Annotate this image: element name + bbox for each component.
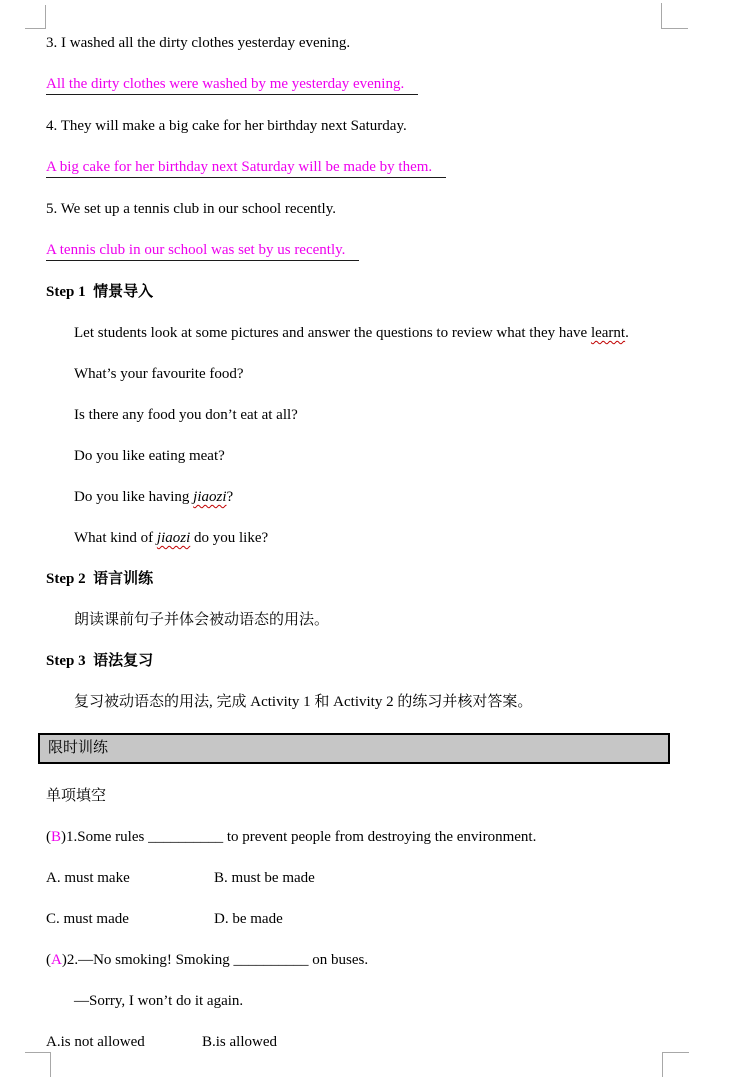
answer-sentence bbox=[46, 74, 733, 95]
sentence-run: Let students look at some pictures and answer the questions to review what they have bbox=[74, 325, 591, 341]
sentence: Is there any food you don’t eat at all? bbox=[74, 407, 298, 423]
sentence-run: do you like? bbox=[190, 530, 269, 546]
sentence-run: What kind of bbox=[74, 530, 157, 546]
spell-error-word: jiaozi bbox=[156, 530, 191, 546]
option-a: A. must make bbox=[46, 870, 130, 886]
answer-sentence bbox=[46, 157, 733, 178]
sentence: —Sorry, I won’t do it again. bbox=[74, 993, 244, 1009]
spell-error-word: learnt bbox=[590, 325, 626, 341]
options-row bbox=[46, 868, 733, 888]
option-a: A.is not allowed bbox=[46, 1034, 145, 1050]
paren-open: ( bbox=[46, 952, 51, 968]
sentence: What’s your favourite food? bbox=[74, 366, 244, 382]
sentence: 朗读课前句子并体会被动语态的用法。 bbox=[74, 612, 330, 628]
sentence: 单项填空 bbox=[46, 788, 107, 804]
paren-close: ) bbox=[61, 829, 67, 845]
answer-text: A tennis club in our school was set by us recently. bbox=[46, 240, 359, 261]
section-bar: 限时训练 bbox=[38, 733, 670, 764]
sentence bbox=[46, 487, 733, 507]
sentence: Do you like eating meat? bbox=[74, 448, 225, 464]
paren-close: ) bbox=[61, 952, 67, 968]
sentence: 5. We set up a tennis club in our school recently. bbox=[46, 201, 336, 217]
answer-sentence bbox=[46, 240, 733, 261]
spell-error-word: jiaozi bbox=[193, 489, 227, 505]
quiz-question bbox=[46, 950, 733, 970]
step-heading: Step 3 语法复习 bbox=[46, 653, 154, 669]
sentence-run: . bbox=[625, 325, 629, 341]
sentence: 复习被动语态的用法, 完成 Activity 1 和 Activity 2 的练习并核对答案。 bbox=[74, 694, 533, 710]
answer-letter: A bbox=[51, 952, 62, 968]
question-text: 1.Some rules __________ to prevent people from destroying the environment. bbox=[66, 829, 537, 845]
option-b: D. be made bbox=[214, 911, 283, 927]
options-row bbox=[46, 909, 733, 929]
sentence bbox=[46, 323, 733, 343]
answer-text: All the dirty clothes were washed by me yesterday evening. bbox=[46, 74, 418, 95]
options-row bbox=[46, 1032, 733, 1052]
step-heading: Step 1 情景导入 bbox=[46, 284, 154, 300]
sentence-run: ? bbox=[226, 489, 234, 505]
option-b: B.is allowed bbox=[202, 1034, 277, 1050]
option-a: C. must made bbox=[46, 911, 129, 927]
sentence-run: Do you like having bbox=[74, 489, 194, 505]
paren-open: ( bbox=[46, 829, 51, 845]
answer-text: A big cake for her birthday next Saturday will be made by them. bbox=[46, 157, 446, 178]
quiz-question bbox=[46, 827, 733, 847]
answer-letter: B bbox=[51, 829, 62, 845]
option-b: B. must be made bbox=[214, 870, 315, 886]
sentence bbox=[46, 528, 733, 548]
sentence: 3. I washed all the dirty clothes yesterday evening. bbox=[46, 35, 351, 51]
sentence: 4. They will make a big cake for her birthday next Saturday. bbox=[46, 118, 407, 134]
step-heading: Step 2 语言训练 bbox=[46, 571, 154, 587]
question-text: 2.—No smoking! Smoking __________ on buses. bbox=[66, 952, 369, 968]
